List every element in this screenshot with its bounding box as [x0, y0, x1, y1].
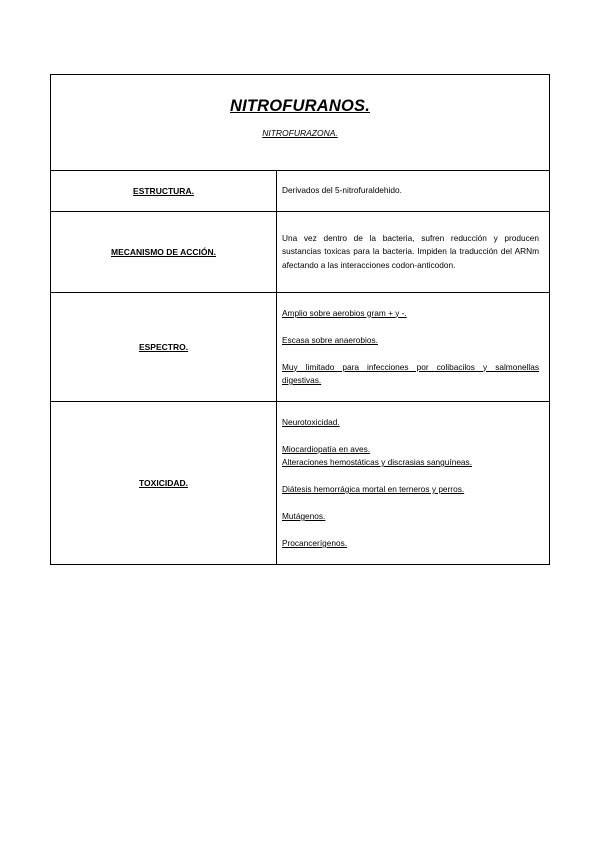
toxicidad-label: TOXICIDAD. [51, 402, 277, 565]
document-subtitle: NITROFURAZONA. [262, 128, 338, 138]
toxicidad-item: Alteraciones hemostáticas y discrasias sanguíneas. [282, 457, 473, 467]
espectro-content [277, 293, 550, 402]
table-row-toxicidad [51, 402, 550, 565]
table-row-mecanismo [51, 212, 550, 293]
table-row-estructura [51, 171, 550, 212]
estructura-label: ESTRUCTURA. [51, 171, 277, 212]
espectro-item: Escasa sobre anaerobios. [282, 334, 378, 345]
document-title: NITROFURANOS. [229, 97, 371, 115]
nitrofuranos-table [50, 74, 550, 565]
mecanismo-content [277, 212, 550, 293]
header-row [51, 75, 550, 171]
estructura-content [277, 171, 550, 212]
espectro-item: Muy limitado para infecciones por colibacilos y salmonellas digestivas. [282, 361, 540, 385]
toxicidad-item: Neurotoxicidad. [282, 416, 340, 427]
toxicidad-item: Mutágenos. [282, 511, 326, 521]
espectro-item: Amplio sobre aerobios gram + y -. [282, 307, 407, 318]
mecanismo-label: MECANISMO DE ACCIÓN. [51, 212, 277, 293]
toxicidad-content [277, 402, 550, 565]
toxicidad-item: Miocardiopatía en aves. [282, 443, 371, 454]
mecanismo-text: Una vez dentro de la bacteria, sufren reducción y producen sustancias toxicas para la bacteria. Impiden la traducción del ARNm afectando a las interacciones codon-anticodon. [282, 232, 540, 270]
toxicidad-item: Diátesis hemorrágica mortal en terneros y perros. [282, 484, 465, 494]
estructura-text: Derivados del 5-nitrofuraldehido. [282, 185, 402, 196]
toxicidad-item: Procancerígenos. [282, 538, 348, 548]
espectro-label: ESPECTRO. [51, 293, 277, 402]
table-row-espectro [51, 293, 550, 402]
header-cell [51, 75, 550, 171]
